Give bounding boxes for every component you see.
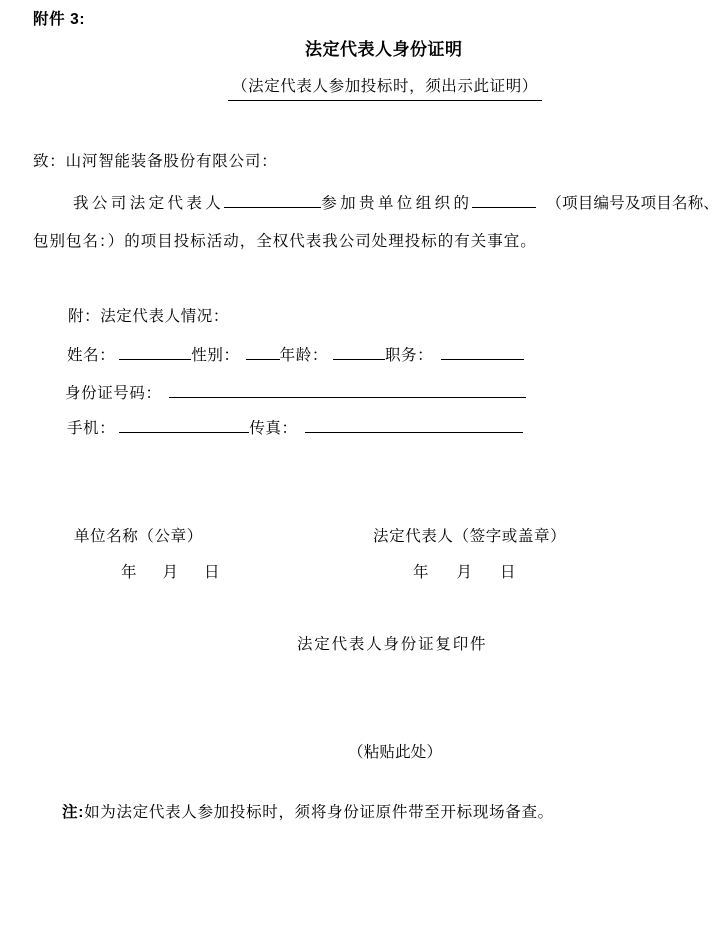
addressee-line: 致：山河智能装备股份有限公司：: [33, 153, 278, 170]
body-paragraph-line2: 包别包名：）的项目投标活动，全权代表我公司处理投标的有关事宜。: [33, 233, 537, 250]
document-title: 法定代表人身份证明: [305, 40, 463, 59]
representative-details-heading: 附：法定代表人情况：: [68, 308, 230, 325]
fax-blank-field: [305, 417, 523, 433]
month-label: 月: [162, 564, 179, 581]
mobile-label: 手机：: [67, 420, 116, 437]
position-label: 职务：: [384, 347, 434, 364]
company-date-line: [121, 563, 220, 583]
day-label: 日: [500, 564, 516, 581]
day-label: 日: [204, 564, 220, 581]
name-gender-age-position-line: [67, 344, 524, 366]
name-label: 姓名：: [67, 347, 116, 364]
representative-name-blank-field: [224, 192, 321, 208]
body-paragraph-line1: [73, 192, 719, 214]
gender-blank-field: [246, 344, 280, 360]
name-blank-field: [119, 344, 191, 360]
year-label: 年: [121, 564, 137, 581]
month-label: 月: [456, 564, 473, 581]
attachment-number-label: 附件 3:: [33, 11, 86, 28]
document-subtitle: [228, 77, 542, 101]
note-line: [62, 803, 554, 823]
paragraph-segment-after-name: 参加贵单位组织的: [321, 195, 473, 212]
paragraph-segment-before-name: 我公司法定代表人: [73, 195, 225, 212]
mobile-fax-line: [67, 417, 523, 439]
project-name-blank-field: [472, 192, 536, 208]
id-copy-heading: 法定代表人身份证复印件: [297, 636, 488, 653]
document-subtitle-text: （法定代表人参加投标时，须出示此证明）: [228, 77, 542, 101]
id-number-blank-field: [169, 382, 526, 398]
fax-label: 传真：: [249, 420, 298, 437]
id-number-label: 身份证号码：: [65, 385, 162, 402]
note-text: 如为法定代表人参加投标时，须将身份证原件带至开标现场备查。: [84, 804, 554, 821]
note-label: 注:: [62, 804, 85, 821]
position-blank-field: [441, 344, 524, 360]
paste-here-placeholder: （粘贴此处）: [348, 744, 443, 761]
representative-date-line: [413, 563, 516, 583]
age-label: 年龄：: [279, 347, 328, 364]
mobile-blank-field: [119, 417, 249, 433]
company-seal-label: 单位名称（公章）: [74, 528, 203, 545]
id-number-line: [65, 382, 526, 404]
gender-label: 性别：: [191, 347, 240, 364]
paragraph-parenthetical-open: （项目编号及项目名称、: [546, 195, 720, 212]
age-blank-field: [333, 344, 385, 360]
year-label: 年: [413, 564, 429, 581]
representative-signature-label: 法定代表人（签字或盖章）: [373, 528, 567, 545]
